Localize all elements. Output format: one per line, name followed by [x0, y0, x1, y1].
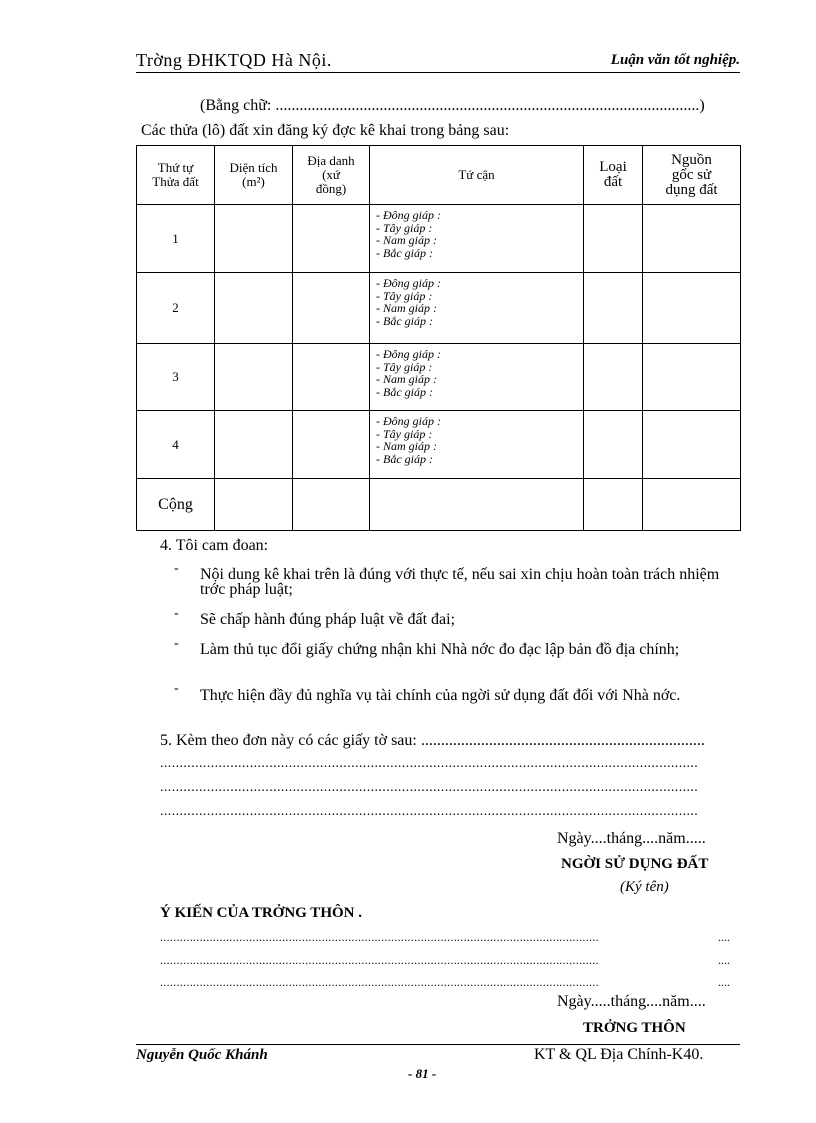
west-boundary: - Tây giáp :	[376, 359, 433, 374]
east-boundary: - Đông giáp :	[376, 276, 441, 290]
land-type-cell	[584, 411, 643, 479]
total-label: Cộng	[137, 479, 215, 531]
north-boundary: - Bắc giáp :	[376, 313, 433, 328]
opinion-fill-line: .....................................................................................................................................	[160, 975, 599, 989]
row-number: 3	[137, 344, 215, 411]
place-cell	[293, 205, 370, 273]
row-number: 2	[137, 273, 215, 344]
table-row	[137, 344, 741, 411]
south-boundary: - Nam giáp :	[376, 439, 437, 453]
land-origin-cell	[643, 344, 741, 411]
section-5-attachments: 5. Kèm theo đơn này có các giấy tờ sau: .......................................................................	[160, 732, 705, 749]
commitment-dash: -	[174, 636, 179, 651]
opinion-fill-tail: ....	[718, 953, 730, 967]
total-origin-cell	[643, 479, 741, 531]
total-boundaries-cell	[370, 479, 584, 531]
header-land-origin: Nguồn gốc sử dụng đất	[643, 146, 741, 205]
area-cell	[215, 205, 293, 273]
west-boundary: - Tây giáp :	[376, 220, 433, 235]
commitment-item: Thực hiện đầy đủ nghĩa vụ tài chính của ngời sử dụng đất đối với Nhà nớc.	[200, 687, 681, 704]
header-place-name: Địa danh (xứ đồng)	[293, 146, 370, 205]
header-area: Diện tích (m²)	[215, 146, 293, 205]
commitment-dash: -	[174, 606, 179, 621]
boundaries-cell	[370, 344, 584, 411]
table-row	[137, 411, 741, 479]
section-4-title: 4. Tôi cam đoan:	[160, 537, 269, 554]
date-line-2: Ngày.....tháng....năm....	[557, 993, 706, 1010]
area-cell	[215, 273, 293, 344]
land-user-title: NGỜI SỬ DỤNG ĐẤT	[561, 856, 709, 872]
opinion-fill-tail: ....	[718, 975, 730, 989]
village-head-title: TRỞNG THÔN	[583, 1020, 686, 1036]
footer-department: KT & QL Địa Chính-K40.	[534, 1046, 704, 1063]
table-row	[137, 205, 741, 273]
east-boundary: - Đông giáp :	[376, 347, 441, 361]
attachment-fill-line: ..........................................................................................................................................	[160, 780, 699, 795]
commitment-item: Làm thủ tục đổi giấy chứng nhận khi Nhà nớc đo đạc lập bản đồ địa chính;	[200, 641, 680, 658]
village-head-opinion-title: Ý KIẾN CỦA TRỞNG THÔN .	[160, 905, 362, 921]
row-number: 1	[137, 205, 215, 273]
parcel-table	[136, 145, 741, 531]
east-boundary: - Đông giáp :	[376, 414, 441, 428]
page-number: - 81 -	[408, 1066, 437, 1081]
land-type-cell	[584, 273, 643, 344]
total-place-cell	[293, 479, 370, 531]
table-total-row	[137, 479, 741, 531]
total-type-cell	[584, 479, 643, 531]
area-cell	[215, 344, 293, 411]
footer-author: Nguyễn Quốc Khánh	[136, 1047, 268, 1063]
date-line: Ngày....tháng....năm.....	[557, 830, 706, 847]
north-boundary: - Bắc giáp :	[376, 384, 433, 399]
header-order: Thứ tự Thửa đất	[137, 146, 215, 205]
commitment-dash: -	[174, 561, 179, 576]
south-boundary: - Nam giáp :	[376, 301, 437, 315]
footer-divider	[136, 1044, 740, 1045]
north-boundary: - Bắc giáp :	[376, 245, 433, 260]
signature-note: (Ký tên)	[620, 879, 669, 895]
area-cell	[215, 411, 293, 479]
opinion-fill-line: .....................................................................................................................................	[160, 930, 599, 944]
header-school-name: Trờng ĐHKTQD Hà Nội.	[136, 50, 332, 70]
table-row	[137, 273, 741, 344]
amount-in-words-line: (Bằng chữ: ..........................................................................................................)	[200, 97, 705, 114]
south-boundary: - Nam giáp :	[376, 233, 437, 247]
parcels-intro-text: Các thửa (lô) đất xin đăng ký đợc kê khai trong bảng sau:	[141, 122, 510, 139]
header-land-type: Loại đất	[584, 146, 643, 205]
header-boundaries: Tứ cận	[370, 146, 584, 205]
land-origin-cell	[643, 273, 741, 344]
header-document-type: Luận văn tốt nghiệp.	[610, 52, 740, 68]
south-boundary: - Nam giáp :	[376, 372, 437, 386]
boundaries-cell	[370, 205, 584, 273]
land-origin-cell	[643, 411, 741, 479]
place-cell	[293, 273, 370, 344]
land-type-cell	[584, 344, 643, 411]
attachment-fill-line: ..........................................................................................................................................	[160, 756, 699, 771]
header-divider	[136, 72, 740, 73]
commitment-item: Sẽ chấp hành đúng pháp luật về đất đai;	[200, 611, 456, 628]
table-header-row	[137, 146, 741, 205]
place-cell	[293, 344, 370, 411]
land-type-cell	[584, 205, 643, 273]
land-origin-cell	[643, 205, 741, 273]
place-cell	[293, 411, 370, 479]
west-boundary: - Tây giáp :	[376, 426, 433, 441]
commitment-item: Nội dung kê khai trên là đúng với thực tế, nếu sai xin chịu hoàn toàn trách nhiệm trớc pháp luật;	[200, 566, 720, 598]
west-boundary: - Tây giáp :	[376, 288, 433, 303]
boundaries-cell	[370, 411, 584, 479]
row-number: 4	[137, 411, 215, 479]
total-area-cell	[215, 479, 293, 531]
opinion-fill-line: .....................................................................................................................................	[160, 953, 599, 967]
opinion-fill-tail: ....	[718, 930, 730, 944]
boundaries-cell	[370, 273, 584, 344]
attachment-fill-line: ..........................................................................................................................................	[160, 804, 699, 819]
commitment-dash: -	[174, 681, 179, 696]
north-boundary: - Bắc giáp :	[376, 451, 433, 466]
east-boundary: - Đông giáp :	[376, 208, 441, 222]
